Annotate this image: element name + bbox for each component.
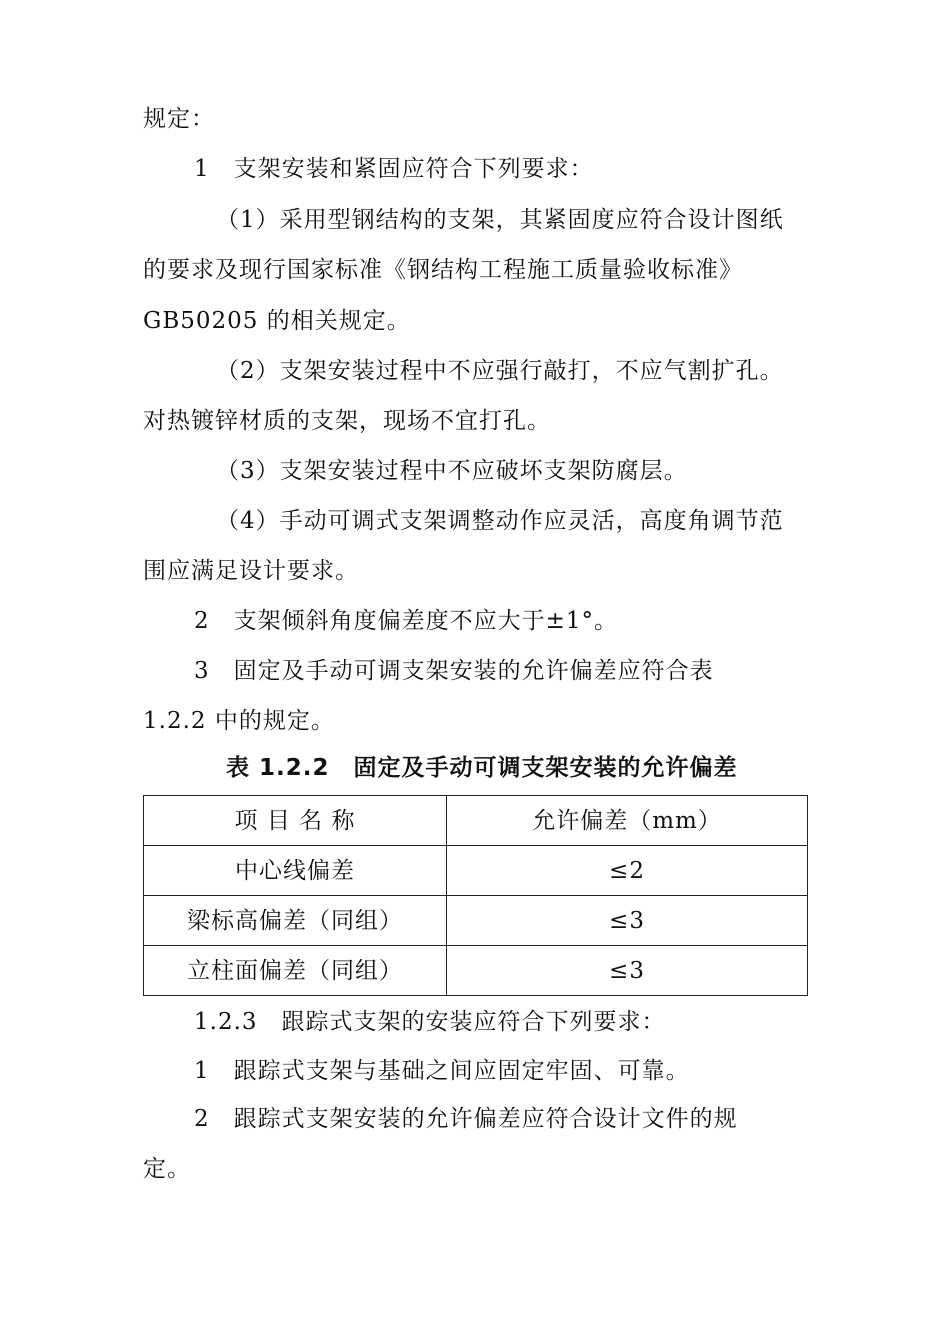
table-cell: 立柱面偏差（同组） (144, 946, 447, 996)
column-header: 允许偏差（mm） (447, 796, 808, 846)
clause-1-item-2: （2）支架安装过程中不应强行敲打，不应气割扩孔。 (216, 358, 784, 384)
clause-2: 2 跟踪式支架安装的允许偏差应符合设计文件的规 (194, 1106, 738, 1132)
section-heading: 1.2.3 跟踪式支架的安装应符合下列要求： (194, 1009, 666, 1035)
table-cell: 梁标高偏差（同组） (144, 896, 447, 946)
table-cell: 中心线偏差 (144, 846, 447, 896)
paragraph-line: 1.2.2 中的规定。 (143, 708, 335, 734)
clause-3: 3 固定及手动可调支架安装的允许偏差应符合表 (194, 658, 714, 684)
paragraph-line: GB50205 的相关规定。 (143, 308, 411, 334)
table-cell: ≤3 (447, 896, 808, 946)
table-row (144, 846, 808, 896)
clause-2: 2 支架倾斜角度偏差度不应大于±1°。 (194, 608, 619, 634)
column-header: 项 目 名 称 (144, 796, 447, 846)
table-cell: ≤2 (447, 846, 808, 896)
tolerance-table (143, 795, 808, 996)
paragraph-line: 围应满足设计要求。 (143, 558, 359, 584)
table-header-row (144, 796, 808, 846)
paragraph-line: 对热镀锌材质的支架，现场不宜打孔。 (143, 408, 551, 434)
table-row (144, 896, 808, 946)
paragraph-line: 的要求及现行国家标准《钢结构工程施工质量验收标准》 (143, 257, 743, 283)
paragraph-line: 规定： (143, 106, 215, 132)
clause-1: 1 跟踪式支架与基础之间应固定牢固、可靠。 (194, 1058, 690, 1084)
clause-1: 1 支架安装和紧固应符合下列要求： (194, 156, 594, 182)
clause-1-item-1: （1）采用型钢结构的支架，其紧固度应符合设计图纸 (216, 207, 784, 233)
paragraph-line: 定。 (143, 1156, 191, 1182)
table-row (144, 946, 808, 996)
table-title: 表 1.2.2 固定及手动可调支架安装的允许偏差 (226, 755, 738, 781)
clause-1-item-4: （4）手动可调式支架调整动作应灵活，高度角调节范 (216, 508, 784, 534)
table-cell: ≤3 (447, 946, 808, 996)
clause-1-item-3: （3）支架安装过程中不应破坏支架防腐层。 (216, 458, 688, 484)
